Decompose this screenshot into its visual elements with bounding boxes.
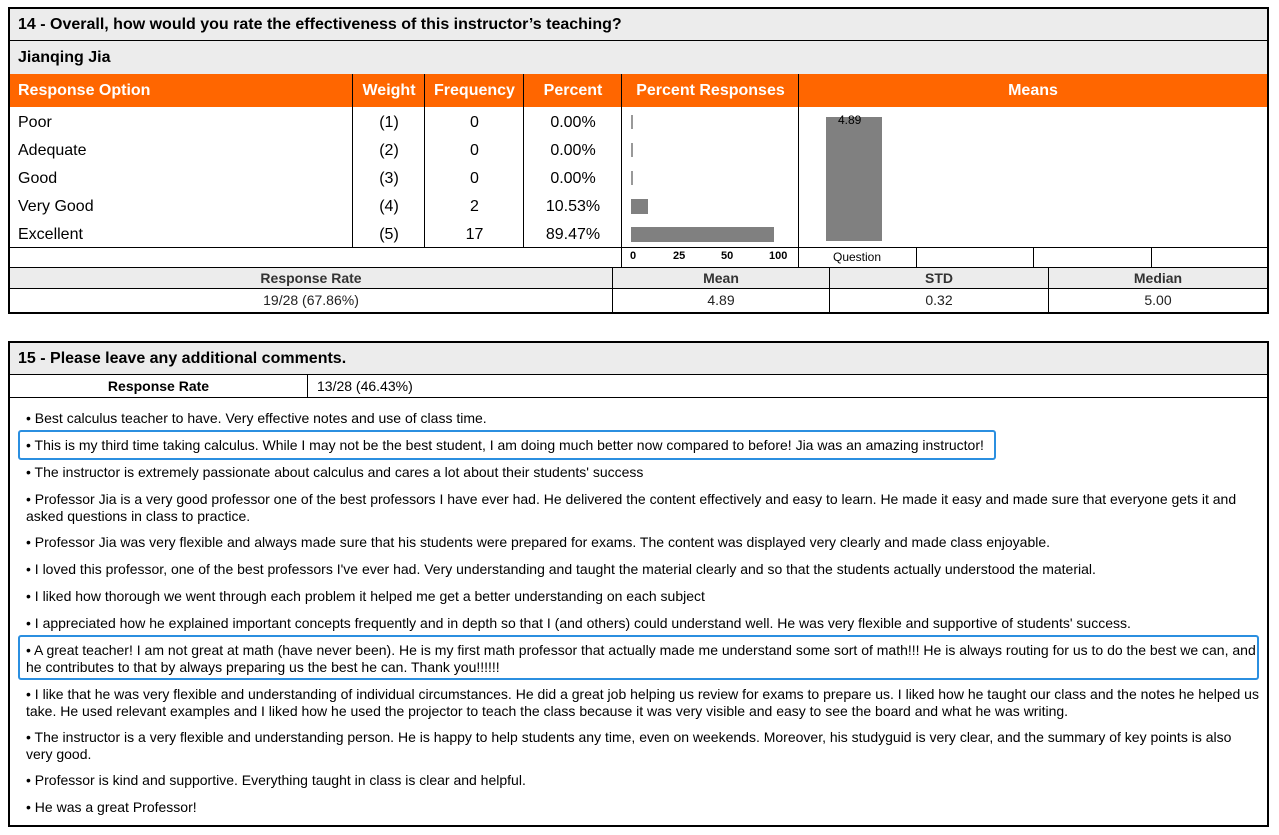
comment-item: • Best calculus teacher to have. Very effective notes and use of class time.	[26, 410, 487, 426]
row-weight: (2)	[379, 142, 399, 159]
stats-median: 5.00	[1144, 292, 1172, 308]
percent-bar-very-good	[631, 199, 648, 214]
means-bar	[826, 117, 882, 241]
header-means: Means	[799, 74, 1267, 107]
row-option: Very Good	[18, 198, 94, 215]
comment-item: • Professor Jia is a very good professor one of the best professors I have ever had. He delivered the content effectively and easy to learn. He made it easy and made sure that everyone gets it and asked questions in class to practice.	[26, 491, 1237, 524]
row-weight: (3)	[379, 170, 399, 187]
row-option: Good	[18, 170, 58, 187]
row-frequency: 0	[470, 114, 479, 131]
comment-item: • The instructor is a very flexible and understanding person. He is happy to help students any time, even on weekends. Moreover, his studyguid is very clear, and the summary of key points is also very good.	[26, 729, 1232, 762]
stats-header-response-rate: Response Rate	[10, 268, 612, 288]
comment-item: • A great teacher! I am not great at math (have never been). He is my first math professor that actually made me understand some sort of math!!! He is always routing for us to do the best we can, and he contributes to that by always preparing us the best he can. Thank you!!!!!!	[26, 642, 1256, 675]
comment-item: • I like that he was very flexible and understanding of individual circumstances. He did a great job helping us review for exams to prepare us. I liked how he taught our class and the notes he helped us take. He used relevant examples and I liked how he used the projector to teach the class because it was very visible and easy to see the board and what he was writing.	[26, 686, 1259, 719]
row-percent: 0.00%	[550, 170, 596, 187]
stats-response-rate: 19/28 (67.86%)	[263, 292, 359, 308]
axis-tick: 50	[721, 250, 734, 262]
header-response-option: Response Option	[18, 74, 150, 107]
comment-item: • The instructor is extremely passionate about calculus and cares a lot about their students' success	[26, 464, 644, 480]
stats-std: 0.32	[925, 292, 953, 308]
header-percent: Percent	[524, 74, 622, 107]
row-percent: 10.53%	[545, 198, 601, 215]
question-14-title: 14 - Overall, how would you rate the effectiveness of this instructor’s teaching?	[10, 9, 1267, 40]
question-15-panel	[8, 341, 1269, 827]
question-14-panel	[8, 7, 1269, 314]
comment-item: • Professor is kind and supportive. Everything taught in class is clear and helpful.	[26, 772, 526, 788]
axis-tick: 0	[630, 250, 637, 262]
comment-item: • Professor Jia was very flexible and always made sure that his students were prepared for exams. The content was displayed very clearly and made class enjoyable.	[26, 534, 1051, 550]
row-percent: 0.00%	[550, 114, 596, 131]
header-frequency: Frequency	[425, 74, 524, 107]
row-option: Excellent	[18, 226, 83, 243]
axis-tick: 25	[673, 250, 686, 262]
highlight-box	[18, 635, 1259, 680]
row-weight: (4)	[379, 198, 399, 215]
row-percent: 0.00%	[550, 142, 596, 159]
comment-item: • He was a great Professor!	[26, 799, 197, 815]
percent-bar-good	[631, 171, 633, 185]
percent-bar-excellent	[631, 227, 774, 242]
row-frequency: 17	[465, 226, 484, 243]
response-rate-label: Response Rate	[10, 375, 307, 397]
comment-item: • I appreciated how he explained important concepts frequently and in depth so that I (and others) could understand well. He was very flexible and supportive of students' success.	[26, 615, 1131, 631]
row-frequency: 0	[470, 142, 479, 159]
stats-header-mean: Mean	[613, 268, 829, 288]
highlight-box	[18, 430, 996, 460]
row-weight: (5)	[379, 226, 399, 243]
row-option: Adequate	[18, 142, 87, 159]
means-bar-label: 4.89	[838, 113, 862, 127]
stats-mean: 4.89	[707, 292, 735, 308]
row-frequency: 2	[470, 198, 479, 215]
header-weight: Weight	[353, 74, 425, 107]
question-15-title: 15 - Please leave any additional comments.	[10, 343, 1267, 374]
comment-item: • I liked how thorough we went through each problem it helped me get a better understanding on each subject	[26, 588, 705, 604]
stats-header-std: STD	[830, 268, 1048, 288]
stats-header-median: Median	[1049, 268, 1267, 288]
percent-bar-poor	[631, 115, 633, 129]
comment-item: • This is my third time taking calculus. While I may not be the best student, I am doing much better now compared to before! Jia was an amazing instructor!	[26, 437, 984, 453]
comment-item: • I loved this professor, one of the best professors I've ever had. Very understanding and taught the material clearly and so that the students actually understood the material.	[26, 561, 1096, 577]
row-option: Poor	[18, 114, 52, 131]
row-percent: 89.47%	[545, 226, 601, 243]
header-percent-responses: Percent Responses	[622, 74, 799, 107]
means-legend-question: Question	[833, 250, 882, 264]
row-weight: (1)	[379, 114, 399, 131]
axis-tick: 100	[769, 250, 788, 262]
row-frequency: 0	[470, 170, 479, 187]
response-rate-value: 13/28 (46.43%)	[317, 378, 413, 394]
percent-bar-adequate	[631, 143, 633, 157]
instructor-name: Jianqing Jia	[10, 41, 1267, 74]
